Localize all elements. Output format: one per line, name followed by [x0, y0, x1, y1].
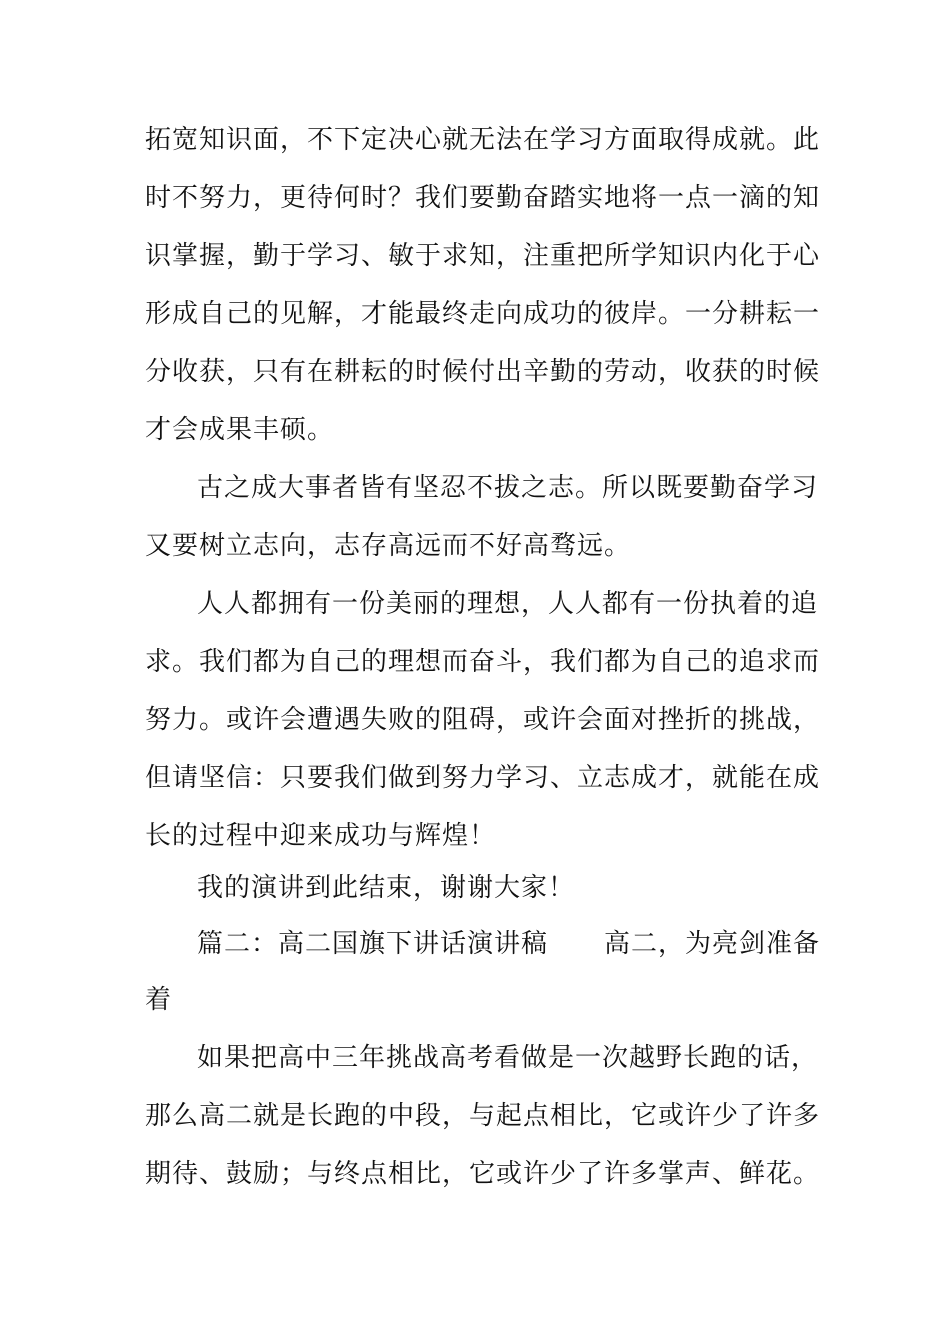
paragraph-first-line: 如果把高中三年挑战高考看做是一次越野长跑的话， — [197, 1043, 819, 1073]
text-line: 时不努力，更待何时？我们要勤奋踏实地将一点一滴的知 — [145, 183, 821, 213]
text-line: 拓宽知识面，不下定决心就无法在学习方面取得成就。此 — [145, 125, 821, 155]
section-heading — [197, 924, 821, 964]
text-line: 期待、鼓励；与终点相比，它或许少了许多掌声、鲜花。 — [145, 1159, 821, 1189]
text-line: 才会成果丰硕。 — [145, 415, 335, 445]
text-line: 形成自己的见解，才能最终走向成功的彼岸。一分耕耘一 — [145, 299, 821, 329]
text-line: 那么高二就是长跑的中段，与起点相比，它或许少了许多 — [145, 1101, 821, 1131]
text-line: 又要树立志向，志存高远而不好高骛远。 — [145, 531, 632, 561]
text-line: 着 — [145, 985, 173, 1015]
paragraph-first-line: 古之成大事者皆有坚忍不拔之志。所以既要勤奋学习 — [197, 473, 819, 503]
text-line: 分收获，只有在耕耘的时候付出辛勤的劳动，收获的时候 — [145, 357, 821, 387]
text-line: 努力。或许会遭遇失败的阻碍，或许会面对挫折的挑战， — [145, 705, 821, 735]
text-line: 识掌握，勤于学习、敏于求知，注重把所学知识内化于心 — [145, 241, 821, 271]
section-heading-subtitle: 高二，为亮剑准备 — [604, 929, 821, 959]
closing-line: 我的演讲到此结束，谢谢大家！ — [197, 873, 576, 903]
section-heading-title: 篇二：高二国旗下讲话演讲稿 — [197, 929, 549, 959]
text-line: 但请坚信：只要我们做到努力学习、立志成才，就能在成 — [145, 763, 821, 793]
text-line: 求。我们都为自己的理想而奋斗，我们都为自己的追求而 — [145, 647, 821, 677]
text-line: 长的过程中迎来成功与辉煌！ — [145, 821, 497, 851]
paragraph-first-line: 人人都拥有一份美丽的理想，人人都有一份执着的追 — [197, 589, 819, 619]
